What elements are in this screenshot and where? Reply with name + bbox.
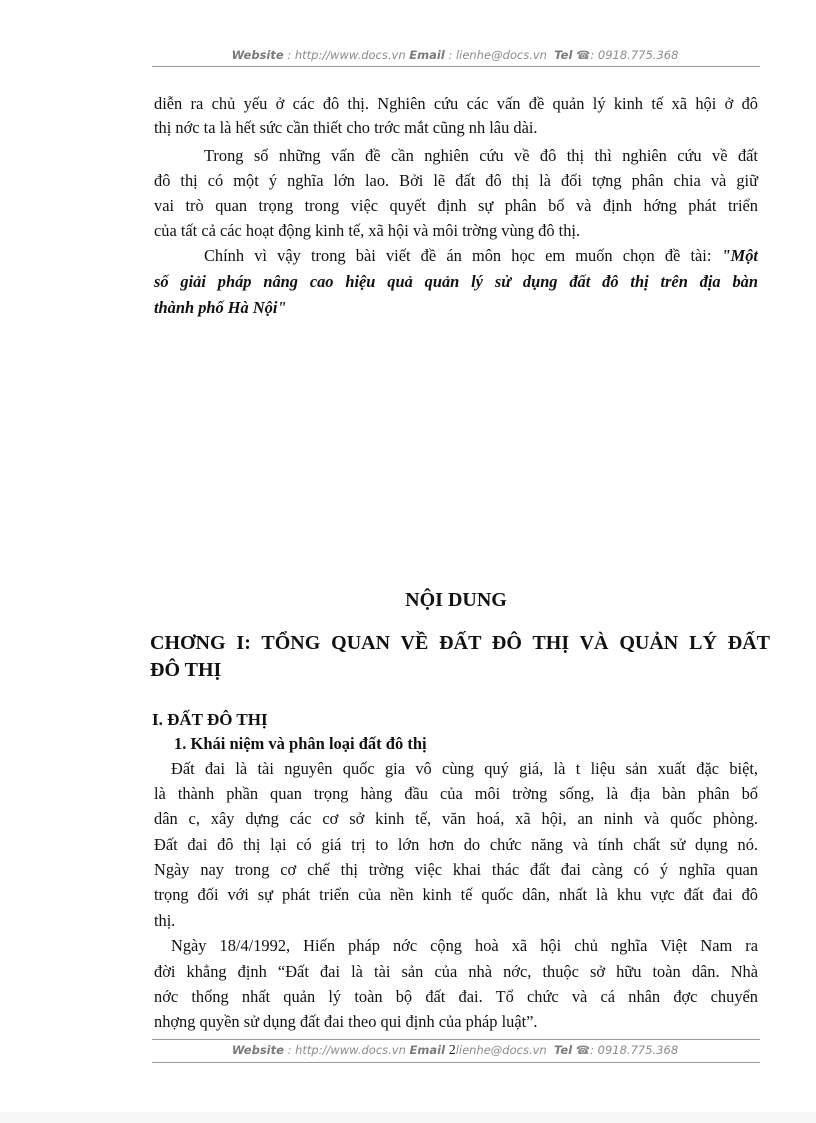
header-rule <box>152 66 760 67</box>
intro-p3-plain: Chính vì vậy trong bài viết đề án môn học em muốn chọn đề tài: <box>204 246 722 265</box>
header-tel-label: Tel <box>554 48 573 62</box>
phone-icon: ☎ <box>575 1043 591 1057</box>
intro-p3-line-1 <box>204 246 758 266</box>
body-para1-line-3: dân c, xây dựng các cơ sở kinh tế, văn hoá, xã hội, an ninh và quốc phòng. <box>154 809 758 828</box>
intro-p2-line-2: đô thị có một ý nghĩa lớn lao. Bởi lẽ đất đô thị là đối tợng phân chia và giữ <box>154 171 758 190</box>
body-para2-line-3: nớc thống nhất quản lý toàn bộ đất đai. Tổ chức và cá nhân đợc chuyển <box>154 987 758 1006</box>
body-para1-line-2: là thành phần quan trọng hàng đầu của môi trờng sống, là địa bàn phân bố <box>154 784 758 803</box>
chapter-heading-line-1: CHƠNG I: TỔNG QUAN VỀ ĐẤT ĐÔ THỊ VÀ QUẢN LÝ ĐẤT <box>150 632 770 654</box>
footer-website-value: : http://www.docs.vn <box>287 1043 406 1057</box>
section-heading: I. ĐẤT ĐÔ THỊ <box>152 710 268 729</box>
footer-website-label: Website <box>231 1043 284 1057</box>
footer-tel-label: Tel <box>554 1043 573 1057</box>
page-number: 2 <box>448 1043 456 1058</box>
header-tel-value: : 0918.775.368 <box>590 48 679 62</box>
body-para1-line-7: thị. <box>154 911 176 930</box>
body-para2-line-1: Ngày 18/4/1992, Hiến pháp nớc cộng hoà xã hội chủ nghĩa Việt Nam ra <box>171 936 758 955</box>
header-email-value: : lienhe@docs.vn <box>448 48 547 62</box>
body-para1-line-5: Ngày nay trong cơ chế thị trờng việc khai thác đất đai càng có ý nghĩa quan <box>154 860 758 879</box>
footer-rule-bottom <box>152 1062 760 1063</box>
intro-p3-line-3: thành phố Hà Nội" <box>154 298 287 317</box>
section-title: NỘI DUNG <box>405 589 507 611</box>
intro-p3-line-2: số giải pháp nâng cao hiệu quả quản lý sử dụng đất đô thị trên địa bàn <box>154 272 758 291</box>
body-para1-line-1: Đất đai là tài nguyên quốc gia vô cùng quý giá, là t liệu sản xuất đặc biệt, <box>171 759 758 778</box>
footer-tel-value: : 0918.775.368 <box>590 1043 679 1057</box>
body-para1-line-6: trọng đối với sự phát triển của nền kinh tế quốc dân, nhất là khu vực đất đai đô <box>154 885 758 904</box>
intro-p2-line-1: Trong số những vấn đề cần nghiên cứu về đô thị thì nghiên cứu về đất <box>204 146 758 165</box>
footer-rule <box>152 1039 760 1040</box>
intro-p2-line-4: của tất cả các hoạt động kinh tế, xã hội và môi trờng vùng đô thị. <box>154 221 581 240</box>
body-para2-line-4: nhợng quyền sử dụng đất đai theo qui định của pháp luật”. <box>154 1012 538 1031</box>
footer-email-label: Email <box>409 1043 446 1057</box>
page-header <box>150 48 760 62</box>
intro-p3-bold-start: "Một <box>721 246 758 265</box>
page-bottom-edge <box>0 1112 816 1123</box>
header-website-value: : http://www.docs.vn <box>287 48 406 62</box>
intro-p2-line-3: vai trò quan trọng trong việc quyết định sự phân bố và định hớng phát triển <box>154 196 758 215</box>
subsection-heading: 1. Khái niệm và phân loại đất đô thị <box>174 734 427 753</box>
header-website-label: Website <box>231 48 284 62</box>
header-email-label: Email <box>409 48 445 62</box>
intro-line-1: diễn ra chủ yếu ở các đô thị. Nghiên cứu các vấn đề quản lý kinh tế xã hội ở đô <box>154 94 758 113</box>
intro-line-2: thị nớc ta là hết sức cần thiết cho trớc mắt cũng nh lâu dài. <box>154 118 538 137</box>
chapter-heading-line-2: ĐÔ THỊ <box>150 659 222 681</box>
phone-icon: ☎ <box>576 48 591 62</box>
footer-email-value: lienhe@docs.vn <box>455 1043 547 1057</box>
page-footer <box>150 1043 760 1059</box>
body-para1-line-4: Đất đai đô thị lại có giá trị to lớn hơn do chức năng và tính chất sử dụng nó. <box>154 835 758 854</box>
body-para2-line-2: đời khẳng định “Đất đai là tài sản của nhà nớc, thuộc sở hữu toàn dân. Nhà <box>154 962 758 981</box>
